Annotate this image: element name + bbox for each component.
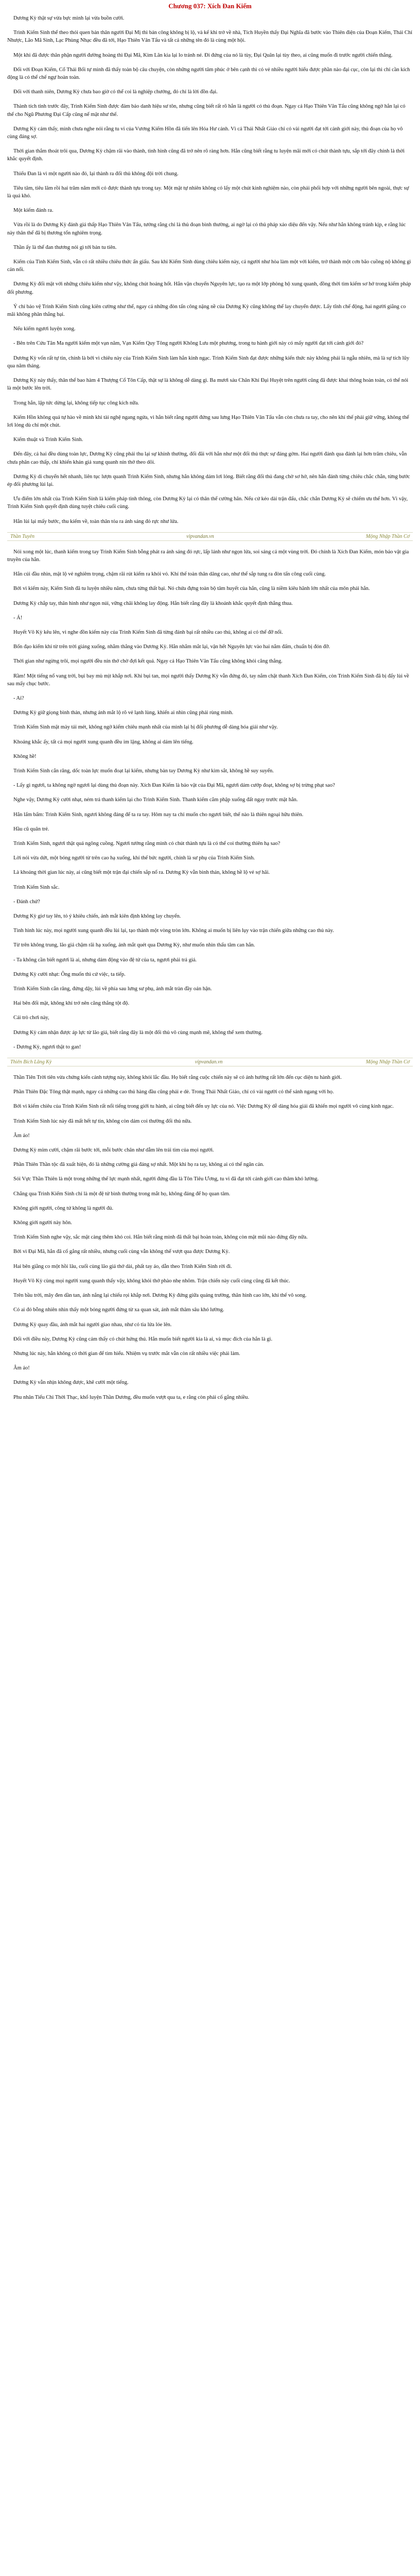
paragraph: Bởi vì Đại Mã, hắn đã cố gắng rất nhiều, nhưng cuối cùng vẫn không thể vượt qua được Dương Kỳ. [13, 1249, 230, 1255]
paragraph: Nhưng lúc này, hắn không có thời gian để tìm hiểu. Nhiệm vụ trước mắt vẫn còn rất nhiều việc phải làm. [13, 1350, 240, 1357]
paragraph: Không giới người này hôn. [13, 1220, 72, 1226]
paragraph: Thiếu Đan là vì một người nào đó, lại thành ra đối thủ không đội trời chung. [13, 171, 179, 177]
paragraph: - Ai? [13, 695, 24, 701]
paragraph: Huyết Vô Kỳ cùng mọi người xung quanh thấy vậy, không khỏi thở phào nhẹ nhõm. Trận chiến này cuối cùng cũng đã kết thúc. [13, 1278, 290, 1284]
paragraph-block-2 [7, 548, 413, 1051]
paragraph: Dương Kỳ cảm thấy, mình chưa nghe nói rằng tu vi của Vương Kiếm Hồn đã tiến lên Hóa Hư cảnh. Vì cả Thái Nhất Giáo chỉ có vài người đạt tới cảnh giới này, thủ đoạn của họ vô cùng đáng sợ. [7, 126, 403, 140]
paragraph: Tình hình lúc này, mọi người xung quanh đều lùi lại, tạo thành một vòng tròn lớn. Không ai muốn bị liên lụy vào trận chiến giữa những cao thủ này. [13, 928, 334, 934]
paragraph: Nghe vậy, Dương Kỳ cười nhạt, ném trả thanh kiếm lại cho Trình Kiếm Sinh. Thanh kiếm cắm phập xuống đất ngay trước mặt hắn. [13, 797, 298, 803]
paragraph: Thời gian thắm thoát trôi qua, Dương Kỳ chậm rãi vào thành, tình hình cũng đã trở nên rõ ràng hơn. Hắn cũng biết rằng tu luyện mãi mới có chút thành tựu, sắp tới đây chính là thời khắc quyết định. [7, 148, 405, 162]
paragraph: Đối với điều này, Dương Kỳ cũng cảm thấy có chút hứng thú. Hắn muốn biết người kia là ai, và mục đích của hắn là gì. [13, 1336, 273, 1342]
paragraph: Dương Kỳ chắp tay, thân hình như ngọn núi, vững chãi không lay động. Hắn biết rằng đây là khoảnh khắc quyết định thắng thua. [13, 600, 293, 606]
paragraph: Phu nhân Tiểu Chi Thời Thạc, khổ luyện Thần Dương, đều muốn vượt qua ta, e rằng còn phải cố gắng nhiều. [13, 1394, 250, 1400]
paragraph: - Dương Kỳ, ngươi thật to gan! [13, 1044, 81, 1050]
paragraph: Một khi đã được thân phận người đường hoàng thì Đại Mã, Kim Lân kia lại lo tránh né. Đi đứng của nó là tùy, Đại Quân lại tùy theo, ai cũng muốn đi trước người chiến thắng. [13, 52, 393, 58]
paragraph: Nói xong một lúc, thanh kiếm trong tay Trình Kiếm Sinh bỗng phát ra ánh sáng đỏ rực, lấp lánh như ngọn lửa, soi sáng cả một vùng trời. Đó chính là Xích Đan Kiếm, món bảo vật gia truyền của hắn. [7, 549, 409, 563]
paragraph: Nếu kiếm ngươi luyện xong. [13, 326, 76, 332]
paragraph: Phần Thiên Thần tộc đã xuất hiện, đó là những cường giả đáng sợ nhất. Một khi họ ra tay, không ai có thể ngăn cản. [13, 1162, 265, 1168]
paragraph: Âm ảo! [13, 1132, 30, 1139]
paragraph: Ý chí bảo vệ Trình Kiếm Sinh cũng kiên cường như thể, ngay cả những đòn tấn công nặng nề của Dương Kỳ cũng không thể lay chuyển được. Lấy tĩnh chế động, hai người giằng co mãi không phân thắng bại. [7, 303, 406, 318]
paragraph: Trình Kiếm Sinh mặt mày tái mét, không ngờ kiếm chiêu mạnh nhất của mình lại bị đối phương dễ dàng hóa giải như vậy. [13, 724, 278, 731]
divider-right: Mộng Nhập Thần Cơ [365, 533, 410, 539]
paragraph: Sói Vực Thần Thiên là một trong những thế lực mạnh nhất, người đứng đầu là Tôn Tiêu Ương, tu vi đã đạt tới cảnh giới cao thâm khó lường. [13, 1176, 319, 1182]
paragraph: Kiếm Hồn không quá tự hào về mình khi tài nghệ ngang ngửa, vì hắn biết rằng người đứng sau lưng Hạo Thiên Vân Tẩu vẫn còn chưa ra tay, cho nên khí thế phải giữ vững, không thể lơi lỏng dù chỉ một chút. [7, 414, 409, 428]
paragraph: Hắn lẩm bẩm: Trình Kiếm Sinh, ngươi không đáng để ta ra tay. Hôm nay ta chỉ muốn cho ngươi biết, thế nào là thiên ngoại hữu thiên. [13, 811, 304, 818]
paragraph: Dương Kỳ này thấy, thân thể bao hàm 4 Thượng Cổ Tôn Cấp, thật sự là không dễ dàng gì. Ba mươi sáu Chân Khí Đại Huyệt trên người cũng đã được khai thông hoàn toàn, có thể nói là một bước lên trời. [7, 378, 409, 392]
paragraph: Kiếm của Tình Kiếm Sinh, vẫn có rất nhiều chiêu thức ẩn giấu. Sau khi Kiếm Sinh dùng chiêu kiếm này, cả người như hòa làm một với kiếm, trở thành một cơn bão cuồng nộ không gì cản nổi. [7, 259, 411, 273]
divider-center: vipvandan.vn [195, 1059, 223, 1065]
paragraph: Ưu điểm lớn nhất của Trình Kiếm Sinh là kiếm pháp tinh thông, còn Dương Kỳ lại có thân thể cường hãn. Nếu cứ kéo dài trận đấu, chắc chắn Dương Kỳ sẽ chiếm ưu thế hơn. Vì vậy, Trình Kiếm Sinh quyết định dùng tuyệt chiêu cuối cùng. [7, 496, 408, 510]
paragraph: Không hề! [13, 753, 37, 759]
paragraph: Dương Kỳ di chuyển hết nhanh, liên tục lượn quanh Trình Kiếm Sinh, nhưng hắn không dám lơi lỏng. Biết rằng đối thủ đang chờ sơ hở, nên hắn đánh từng chiêu chắc chắn, từng bước ép đối phương lùi lại. [7, 473, 410, 487]
paragraph: Tiêu tâm, tiêu lãm rồi hai trăm năm mới có được thành tựu trong tay. Một mặt tự nhiên không có lấy một chút kinh nghiệm nào, còn phải phối hợp với những người bên ngoài, thực sự là quá khó. [7, 185, 409, 199]
paragraph: Lời nói vừa dứt, một bóng người từ trên cao hạ xuống, khí thế bức người, chính là sư phụ của Trình Kiếm Sinh. [13, 855, 255, 861]
paragraph: Cái trò chơi này, [13, 1015, 49, 1021]
chapter-content [0, 14, 420, 1401]
paragraph: Đến đây, cả hai đều dùng toàn lực, Dương Kỳ cũng phải thu lại sự khinh thường, đối đãi với hắn như một đối thủ thực sự đáng gờm. Hai người đánh qua đánh lại hơn trăm chiêu, vẫn chưa phân cao thấp, chỉ khiến khán giả xung quanh nín thở theo dõi. [7, 451, 407, 465]
paragraph: Phần Thiên Đặc Tông thật mạnh, ngay cả những cao thủ hàng đầu cũng phải e dè. Trong Thái Nhất Giáo, chỉ có vài người có thể sánh ngang với họ. [13, 1089, 334, 1095]
paragraph: Trình Kiếm Sinh thể theo thói quen bản thân người Đại Mị thì bản công không bị lộ, và kế khi trở về nhà, Tích Huyền thấy Đại Nghĩa đã bước vào Thiên điện của Đoạn Kiếm, Thái Chỉ Nhược, Lão Mã Sinh, Lạc Phùng Nhạc đều đã tới, Hạo Thiên Vân Tẩu và tất cả những tên đó là cùng một hội. [7, 30, 413, 44]
paragraph: Trong hắn, lập tức dừng lại, không tiếp tục công kích nữa. [13, 400, 139, 406]
paragraph: Dương Kỳ quay đầu, ánh mắt hai người giao nhau, như có tia lửa lóe lên. [13, 1321, 172, 1328]
paragraph-block-1 [7, 14, 413, 526]
paragraph: Hắn cúi đầu nhìn, mặt lộ vẻ nghiêm trọng, chậm rãi rút kiếm ra khỏi vỏ. Khí thế toàn thân dâng cao, như thể sắp tung ra đòn tấn công cuối cùng. [13, 571, 326, 578]
paragraph: Trên bầu trời, mây đen dần tan, ánh nắng lại chiếu rọi khắp nơi. Dương Kỳ đứng giữa quảng trường, thân hình cao lớn, khí thế vô song. [13, 1293, 307, 1299]
paragraph: Dương Kỳ mỉm cười, chậm rãi bước tới, mỗi bước chân như dẫm lên trái tim của mọi người. [13, 1147, 214, 1154]
paragraph: Bởi vì kiếm này, Kiếm Sinh đã tu luyện nhiều năm, chưa từng thất bại. Nó chứa đựng toàn bộ tâm huyết của hắn, cũng là niềm kiêu hãnh lớn nhất của môn phái hắn. [13, 586, 370, 592]
paragraph-block-3 [7, 1074, 413, 1401]
divider-right: Mộng Nhập Thần Cơ [365, 1059, 410, 1065]
paragraph: Một kiếm đánh ra. [13, 208, 54, 214]
paragraph: Âm ảo! [13, 1365, 30, 1371]
paragraph: Thần ấy là thể đan thương nói gì tới bản tu tiên. [13, 244, 117, 250]
paragraph: Rầm! Một tiếng nổ vang trời, bụi bay mù mịt khắp nơi. Khi bụi tan, mọi người thấy Dương Kỳ vẫn đứng đó, tay nắm chặt thanh Xích Đan Kiếm, còn Trình Kiếm Sinh đã bị đẩy lùi về sau mấy chục bước. [7, 673, 409, 687]
paragraph: Bởi vì kiếm chiêu của Trình Kiếm Sinh rất nổi tiếng trong giới tu hành, ai cũng biết đến uy lực của nó. Việc Dương Kỳ dễ dàng hóa giải đã khiến mọi người vô cùng kinh ngạc. [13, 1104, 394, 1110]
paragraph: Dương Kỳ thật sự vừa bực mình lại vừa buồn cười. [13, 15, 125, 21]
paragraph: Hầu cũ quân trẻ. [13, 826, 49, 832]
paragraph: Thần Tiên Trời tiên vừa chứng kiến cảnh tượng này, không khỏi lắc đầu. Họ biết rằng cuộc chiến này sẽ có ảnh hưởng rất lớn đến cục diện tu hành giới. [13, 1075, 342, 1081]
paragraph: Trình Kiếm Sinh lúc này đã mất hết tự tin, không còn dám coi thường đối thủ nữa. [13, 1118, 192, 1124]
paragraph: Thời gian như ngừng trôi, mọi người đều nín thở chờ đợi kết quả. Ngay cả Hạo Thiên Vân Tẩu cũng không khỏi căng thẳng. [13, 658, 283, 665]
paragraph: - Á! [13, 615, 23, 621]
paragraph: Đối với Đoạn Kiếm, Cổ Thái Bối tự mình đã thấy toàn bộ câu chuyện, còn những người tâm phúc ở bên cạnh thì có vẻ nhiều người hiểu được phần nào đại cục, còn lại thì chỉ cần kích động là có thể chế ngự hoàn toàn. [7, 66, 410, 81]
paragraph: Vừa rồi là do Dương Kỳ đánh giá thấp Hạo Thiên Vân Tẩu, tưởng rằng chỉ là thủ đoạn bình thường, ai ngờ lại có thủ pháp xảo diệu đến vậy. Nếu như hắn không tránh kịp, e rằng lúc này thân thể đã bị thương tổn nghiêm trọng. [7, 222, 406, 236]
paragraph: Trình Kiếm Sinh sắc. [13, 884, 60, 890]
paragraph: - Đánh chứ? [13, 899, 40, 905]
divider-center: vipvandan.vn [186, 533, 214, 539]
paragraph: Dương Kỳ đối mặt với những chiêu kiếm như vậy, không chút hoảng hốt. Hắn vận chuyển Nguyên lực, tạo ra một lớp phòng hộ xung quanh, đồng thời tìm kiếm sơ hở trong kiếm pháp đối phương. [7, 281, 411, 295]
paragraph: Hắn lùi lại mấy bước, thu kiếm về, toàn thân tỏa ra ánh sáng đỏ rực như lửa. [13, 518, 179, 524]
paragraph: Có ai đó bỗng nhiên nhìn thấy một bóng người đứng từ xa quan sát, ánh mắt thâm sâu khó lường. [13, 1307, 224, 1313]
paragraph: Hai bên giằng co một hồi lâu, cuối cùng lão giả thở dài, phất tay áo, dẫn theo Trình Kiếm Sinh rời đi. [13, 1263, 232, 1269]
paragraph: Đối với thanh niên, Dương Kỳ chưa bao giờ có thể coi là nghiệp chướng, đó chỉ là lời đồn đại. [13, 89, 218, 95]
paragraph: - Bên trên Cửu Tân Ma người kiếm một vạn năm, Vạn Kiếm Quy Tông người Không Lưu một phương, trong tu hành giới này có mấy người đạt tới cảnh giới đó? [13, 341, 364, 347]
source-divider-2 [7, 1058, 413, 1066]
paragraph: Dương Kỳ cảm nhận được áp lực từ lão giả, biết rằng đây là một đối thủ vô cùng mạnh mẽ, không thể xem thường. [13, 1029, 262, 1036]
paragraph: Bốn đạo kiếm khí từ trên trời giáng xuống, nhằm thẳng vào Dương Kỳ. Hắn nhắm mắt lại, vận hết Nguyên lực vào hai nắm đấm, chuẩn bị đón đỡ. [13, 644, 330, 650]
paragraph: Trình Kiếm Sinh nghe vậy, sắc mặt càng thêm khó coi. Hắn biết rằng mình đã thất bại hoàn toàn, không còn mặt mũi nào đứng đây nữa. [13, 1234, 308, 1241]
paragraph: Trình Kiếm Sinh cắn răng, dốc toàn lực muốn đoạt lại kiếm, nhưng bàn tay Dương Kỳ như kìm sắt, không hề suy suyển. [13, 768, 274, 774]
paragraph: - Lấy gì ngươi, ta không ngờ ngươi lại dùng thủ đoạn này. Xích Đan Kiếm là bảo vật của Đại Mã, ngươi dám cướp đoạt, không sợ bị trừng phạt sao? [13, 783, 335, 789]
paragraph: Từ trên không trung, lão giả chậm rãi hạ xuống, ánh mắt quét qua Dương Kỳ, như muốn nhìn thấu tâm can hắn. [13, 942, 255, 948]
divider-left: Thần Tuyên [10, 533, 34, 539]
paragraph: Trình Kiếm Sinh cắn răng, đứng dậy, lùi về phía sau lưng sư phụ, ánh mắt tràn đầy oán hận. [13, 986, 212, 992]
paragraph: - Ta không cần biết ngươi là ai, nhưng dám động vào đệ tử của ta, ngươi phải trả giá. [13, 957, 197, 963]
paragraph: Dương Kỳ cười nhạt: Ông muốn thì cứ việc, ta tiếp. [13, 971, 126, 977]
paragraph: Hai bên đối mặt, không khí trở nên căng thẳng tột độ. [13, 1001, 130, 1007]
paragraph: Dương Kỳ vẫn nhịn không được, khẽ cười một tiếng. [13, 1380, 129, 1386]
paragraph: Kiếm thuật và Trình Kiếm Sinh. [13, 437, 83, 443]
divider-left: Thiên Bích Lăng Kỳ [10, 1059, 52, 1065]
paragraph: Dương Kỳ giữ giọng bình thản, nhưng ánh mắt lộ rõ vẻ lạnh lùng, khiến ai nhìn cũng phải rùng mình. [13, 710, 234, 716]
paragraph: Chẳng qua Trình Kiếm Sinh chỉ là một đệ tử bình thường trong mắt họ, không đáng để họ quan tâm. [13, 1191, 231, 1197]
paragraph: Dương Kỳ giơ tay lên, tỏ ý khiêu chiến, ánh mắt kiên định không lay chuyển. [13, 913, 181, 920]
chapter-header [0, 0, 420, 14]
source-divider [7, 532, 413, 541]
chapter-title: Chương 037: Xích Đan Kiếm [168, 2, 252, 10]
paragraph: Khoảng khắc ấy, tất cả mọi người xung quanh đều im lặng, không ai dám lên tiếng. [13, 739, 194, 745]
paragraph: Dương Kỳ vốn rất tự tin, chính là bởi vì chiêu này của Trình Kiếm Sinh làm hắn kinh ngạc. Trình Kiếm Sinh đạt được những kiến thức này không phải là ngẫu nhiên, mà là sự tích lũy qua năm tháng. [7, 355, 410, 369]
paragraph: Trình Kiếm Sinh, ngươi thật quá ngông cuồng. Ngươi tưởng rằng mình có chút thành tựu là có thể coi thường thiên hạ sao? [13, 841, 281, 846]
paragraph: Không giới người, công tử không là người đủ. [13, 1205, 114, 1211]
paragraph: Thành tích tỉnh trước đây, Trình Kiếm Sinh được đảm bảo danh hiệu sư tôn, nhưng cũng biết rất rõ hắn là người có thủ đoạn. Ngay cả Hạo Thiên Vân Tẩu cũng không ngờ hắn lại có thể cho Ngũ Phương Đại Cấp cũng nể mặt như thế. [7, 104, 406, 117]
paragraph: Là khoảng thời gian lúc này, ai cũng biết một trận đại chiến sắp nổ ra. Dương Kỳ vẫn bình thản, không hề lộ vẻ sợ hãi. [13, 870, 270, 876]
paragraph: Huyết Vô Kỳ kêu lên, vì nghe đồn kiếm này của Trình Kiếm Sinh đã từng đánh bại rất nhiều cao thủ, không ai có thể đỡ nổi. [13, 629, 283, 635]
